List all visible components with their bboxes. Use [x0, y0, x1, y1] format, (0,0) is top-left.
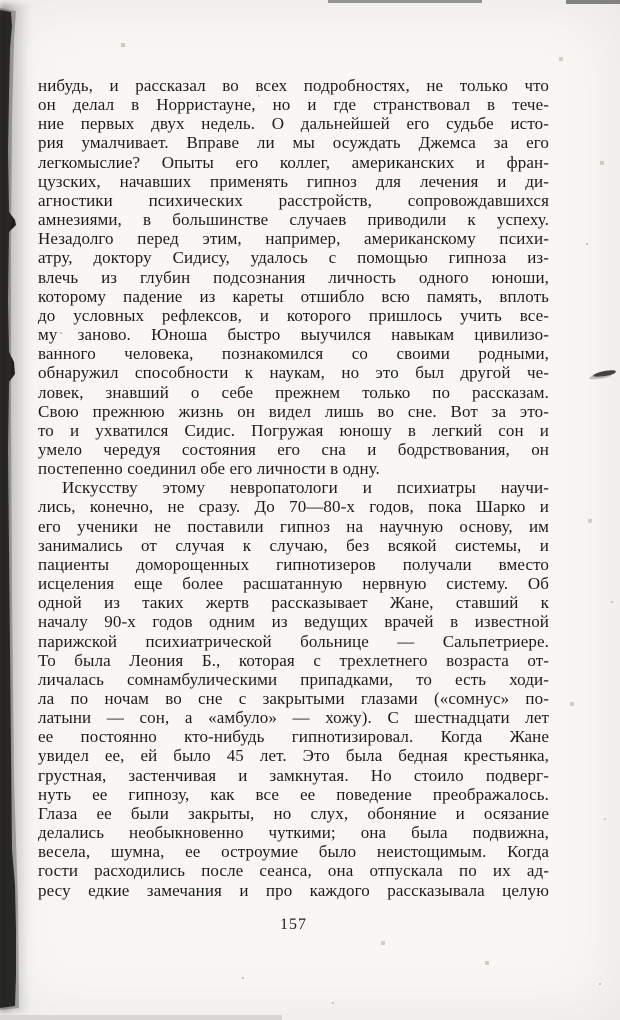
- page-text-column: [38, 76, 549, 934]
- text-line: его ученики не поставили гипноз на научную основу, им: [38, 516, 549, 536]
- text-line: началу 90-х годов одним из ведущих врачей в известной: [38, 612, 549, 632]
- text-line: влечь из глубин подсознания личность одного юноши,: [38, 267, 549, 287]
- text-line: легкомыслие? Опыты его коллег, американских и фран-: [38, 152, 549, 172]
- text-line: увидел ее, ей было 45 лет. Это была бедная крестьянка,: [38, 746, 549, 766]
- text-line: то и ухватился Сидис. Погружая юношу в легкий сон и: [38, 420, 549, 440]
- text-line: парижской психиатрической больнице — Сальпетриере.: [38, 631, 549, 651]
- text-line: амнезиями, в большинстве случаев приводили к успеху.: [38, 210, 549, 230]
- scan-artifact-top-strip-left: [328, 0, 482, 3]
- text-line: которому падение из кареты отшибло всю память, вплоть: [38, 286, 549, 306]
- scan-artifact-bottom-strip: [0, 1015, 282, 1020]
- text-lines: [38, 76, 549, 900]
- text-line: пациенты доморощенных гипнотизеров получали вместо: [38, 554, 549, 574]
- text-line: личалась сомнамбулическими припадками, то есть ходи-: [38, 669, 549, 689]
- text-line: Искусству этому невропатологи и психиатры научи-: [62, 478, 549, 498]
- text-line: до условных рефлексов, и которого пришлось учить все-: [38, 305, 549, 325]
- text-line: ние первых двух недель. О дальнейшей его судьбе исто-: [38, 114, 549, 134]
- text-line: делались необыкновенно чуткими; она была подвижна,: [38, 823, 549, 843]
- text-line: грустная, застенчивая и замкнутая. Но стоило подверг-: [38, 765, 549, 785]
- scan-ink-smudge: [593, 370, 616, 378]
- text-line: цузских, начавших применять гипноз для лечения и ди-: [38, 171, 549, 191]
- text-line: занимались от случая к случаю, без всякой системы, и: [38, 535, 549, 555]
- text-line: нуть ее гипнозу, как все ее поведение преображалось.: [38, 784, 549, 804]
- text-line: гости расходились после сеанса, она отпускала по их ад-: [38, 861, 549, 881]
- text-line: умело чередуя состояния его сна и бодрствования, он: [38, 439, 549, 459]
- text-line: рия умалчивает. Вправе ли мы осуждать Джемса за его: [38, 133, 549, 153]
- text-line: весела, шумна, ее остроумие было неистощимым. Когда: [38, 842, 549, 862]
- text-line: исцеления еще более расшатанную нервную систему. Об: [38, 574, 549, 594]
- text-line: латыни — сон, а «амбуло» — хожу). С шестнадцати лет: [38, 708, 549, 728]
- text-line: нибудь, и рассказал во всех подробностях, не только что: [38, 76, 549, 95]
- text-line: агностики психических расстройств, сопровождавшихся: [38, 190, 549, 210]
- text-line: лись, конечно, не сразу. До 70—80-х годов, пока Шарко и: [38, 497, 549, 517]
- text-line: постепенно соединил обе его личности в одну.: [38, 459, 380, 479]
- text-line: Свою прежнюю жизнь он видел лишь во сне. Вот за это-: [38, 401, 549, 421]
- text-line: То была Леония Б., которая с трехлетнего возраста от-: [38, 650, 549, 670]
- text-line: ванного человека, познакомился со своими родными,: [38, 344, 549, 364]
- text-line: одной из таких жертв рассказывает Жане, ставший к: [38, 593, 549, 613]
- text-line: ее постоянно кто-нибудь гипнотизировал. Когда Жане: [38, 727, 549, 747]
- text-line: обнаружил способности к наукам, но это был другой че-: [38, 363, 549, 383]
- text-line: ла по ночам во сне с закрытыми глазами («сомнус» по-: [38, 689, 549, 708]
- page-number: 157: [280, 915, 307, 933]
- text-line: он делал в Норристауне, но и где странствовал в тече-: [38, 95, 549, 115]
- text-line: Незадолго перед этим, например, американскому психи-: [38, 229, 549, 249]
- text-line: му заново. Юноша быстро выучился навыкам цивилизо-: [38, 325, 549, 345]
- text-line: атру, доктору Сидису, удалось с помощью гипноза из-: [38, 248, 549, 268]
- text-line: ловек, знавший о себе прежнем только по рассказам.: [38, 382, 549, 402]
- text-line: ресу едкие замечания и про каждого рассказывала целую: [38, 880, 549, 900]
- text-line: Глаза ее были закрыты, но слух, обоняние и осязание: [38, 803, 549, 823]
- scan-edge-band: [0, 0, 30, 1020]
- scan-artifact-top-strip-right: [566, 0, 620, 4]
- scan-paper-specks: [0, 0, 2, 2]
